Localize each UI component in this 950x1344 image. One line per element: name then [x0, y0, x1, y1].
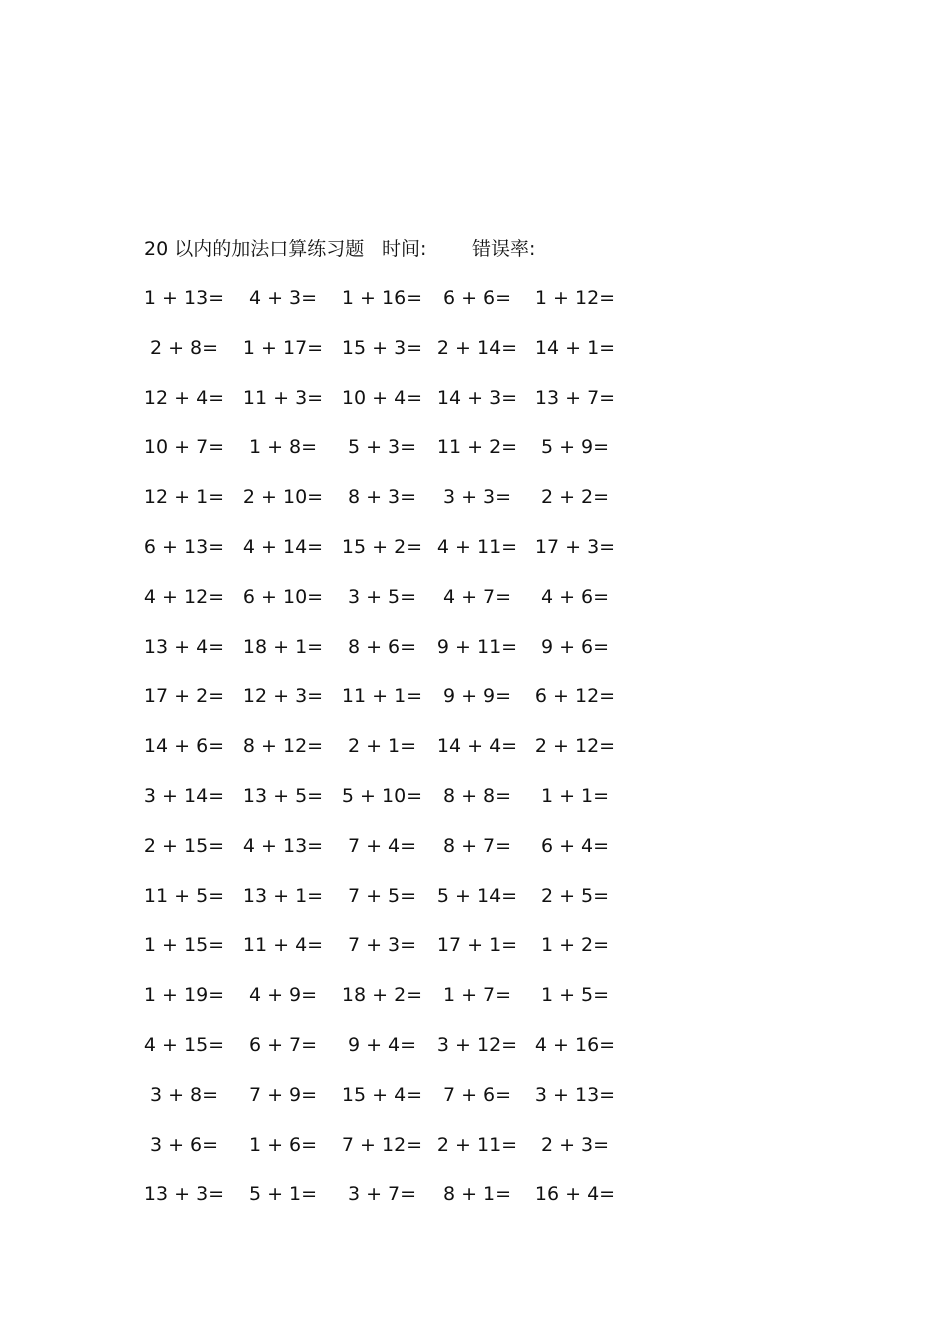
problem-item: 5 + 3= — [347, 436, 417, 459]
problem-item: 13 + 7= — [534, 386, 616, 409]
problem-item: 16 + 4= — [534, 1183, 616, 1206]
problem-item: 12 + 1= — [143, 486, 225, 509]
problem-item: 6 + 12= — [534, 685, 616, 708]
problem-item: 6 + 10= — [242, 585, 324, 608]
problem-item: 9 + 11= — [436, 635, 518, 658]
problem-item: 18 + 2= — [341, 984, 423, 1007]
error-rate-label: 错误率: — [472, 238, 536, 260]
problem-row — [0, 385, 950, 435]
problem-item: 14 + 4= — [436, 735, 518, 758]
problem-row — [0, 1132, 950, 1182]
problem-item: 1 + 1= — [540, 784, 610, 807]
problem-item: 7 + 5= — [347, 884, 417, 907]
problem-item: 4 + 3= — [248, 287, 318, 309]
problem-item: 10 + 4= — [341, 386, 423, 409]
problem-item: 13 + 1= — [242, 884, 324, 907]
problem-item: 13 + 3= — [143, 1183, 225, 1206]
problem-item: 7 + 4= — [347, 834, 417, 857]
problem-item: 8 + 8= — [442, 784, 512, 807]
problem-item: 1 + 12= — [534, 287, 616, 309]
problem-item: 1 + 7= — [442, 984, 512, 1007]
problem-item: 5 + 10= — [341, 784, 423, 807]
problem-item: 3 + 5= — [347, 585, 417, 608]
problem-item: 1 + 17= — [242, 336, 324, 359]
problem-item: 15 + 3= — [341, 336, 423, 359]
problem-row — [0, 434, 950, 484]
problem-item: 7 + 12= — [341, 1133, 423, 1156]
problem-row — [0, 683, 950, 733]
problem-item: 1 + 15= — [143, 934, 225, 957]
problem-item: 5 + 9= — [540, 436, 610, 459]
problem-item: 1 + 8= — [248, 436, 318, 459]
problem-item: 11 + 3= — [242, 386, 324, 409]
problem-row — [0, 932, 950, 982]
problem-row — [0, 833, 950, 883]
problem-item: 2 + 1= — [347, 735, 417, 758]
problem-item: 4 + 12= — [143, 585, 225, 608]
problem-item: 11 + 1= — [341, 685, 423, 708]
problem-item: 4 + 14= — [242, 535, 324, 558]
worksheet-title: 20 以内的加法口算练习题 — [144, 238, 365, 260]
problem-item: 4 + 9= — [248, 984, 318, 1007]
problem-item: 3 + 13= — [534, 1083, 616, 1106]
problem-item: 10 + 7= — [143, 436, 225, 459]
problem-item: 2 + 5= — [540, 884, 610, 907]
problem-item: 1 + 13= — [143, 287, 225, 309]
problem-item: 14 + 1= — [534, 336, 616, 359]
problem-item: 2 + 15= — [143, 834, 225, 857]
problem-item: 2 + 2= — [540, 486, 610, 509]
problem-item: 13 + 4= — [143, 635, 225, 658]
problem-item: 13 + 5= — [242, 784, 324, 807]
problem-item: 6 + 13= — [143, 535, 225, 558]
problem-item: 5 + 1= — [248, 1183, 318, 1206]
problem-row — [0, 733, 950, 783]
problem-item: 17 + 1= — [436, 934, 518, 957]
problem-item: 9 + 4= — [347, 1033, 417, 1056]
time-label: 时间: — [382, 238, 427, 260]
problem-item: 2 + 10= — [242, 486, 324, 509]
problem-item: 2 + 3= — [540, 1133, 610, 1156]
problem-item: 14 + 3= — [436, 386, 518, 409]
problem-item: 2 + 11= — [436, 1133, 518, 1156]
problem-item: 4 + 13= — [242, 834, 324, 857]
problem-item: 12 + 3= — [242, 685, 324, 708]
problem-item: 4 + 11= — [436, 535, 518, 558]
problem-row — [0, 982, 950, 1032]
problem-item: 17 + 3= — [534, 535, 616, 558]
problem-item: 2 + 8= — [149, 336, 219, 359]
problem-row — [0, 584, 950, 634]
problem-item: 12 + 4= — [143, 386, 225, 409]
problem-item: 6 + 4= — [540, 834, 610, 857]
problem-item: 6 + 7= — [248, 1033, 318, 1056]
problem-grid — [0, 285, 950, 1231]
problem-item: 17 + 2= — [143, 685, 225, 708]
problem-item: 11 + 5= — [143, 884, 225, 907]
problem-row — [0, 634, 950, 684]
problem-row — [0, 534, 950, 584]
problem-item: 3 + 14= — [143, 784, 225, 807]
problem-row — [0, 883, 950, 933]
problem-row — [0, 484, 950, 534]
problem-item: 4 + 15= — [143, 1033, 225, 1056]
problem-item: 1 + 6= — [248, 1133, 318, 1156]
problem-item: 15 + 4= — [341, 1083, 423, 1106]
problem-item: 4 + 6= — [540, 585, 610, 608]
problem-row — [0, 285, 950, 335]
problem-item: 6 + 6= — [442, 287, 512, 309]
problem-item: 1 + 19= — [143, 984, 225, 1007]
problem-item: 8 + 7= — [442, 834, 512, 857]
problem-row — [0, 1032, 950, 1082]
problem-item: 4 + 7= — [442, 585, 512, 608]
problem-item: 11 + 2= — [436, 436, 518, 459]
problem-item: 8 + 12= — [242, 735, 324, 758]
problem-item: 14 + 6= — [143, 735, 225, 758]
problem-item: 2 + 14= — [436, 336, 518, 359]
problem-item: 8 + 6= — [347, 635, 417, 658]
problem-item: 1 + 5= — [540, 984, 610, 1007]
problem-item: 15 + 2= — [341, 535, 423, 558]
problem-item: 8 + 1= — [442, 1183, 512, 1206]
problem-row — [0, 783, 950, 833]
problem-row — [0, 1082, 950, 1132]
problem-item: 7 + 6= — [442, 1083, 512, 1106]
problem-item: 3 + 12= — [436, 1033, 518, 1056]
problem-item: 1 + 16= — [341, 287, 423, 309]
problem-item: 5 + 14= — [436, 884, 518, 907]
problem-row — [0, 1181, 950, 1231]
problem-item: 2 + 12= — [534, 735, 616, 758]
problem-item: 9 + 6= — [540, 635, 610, 658]
problem-item: 11 + 4= — [242, 934, 324, 957]
problem-item: 3 + 3= — [442, 486, 512, 509]
problem-item: 8 + 3= — [347, 486, 417, 509]
problem-item: 3 + 7= — [347, 1183, 417, 1206]
problem-item: 3 + 8= — [149, 1083, 219, 1106]
problem-item: 7 + 3= — [347, 934, 417, 957]
problem-item: 4 + 16= — [534, 1033, 616, 1056]
problem-item: 7 + 9= — [248, 1083, 318, 1106]
problem-row — [0, 335, 950, 385]
problem-item: 9 + 9= — [442, 685, 512, 708]
problem-item: 1 + 2= — [540, 934, 610, 957]
problem-item: 3 + 6= — [149, 1133, 219, 1156]
problem-item: 18 + 1= — [242, 635, 324, 658]
